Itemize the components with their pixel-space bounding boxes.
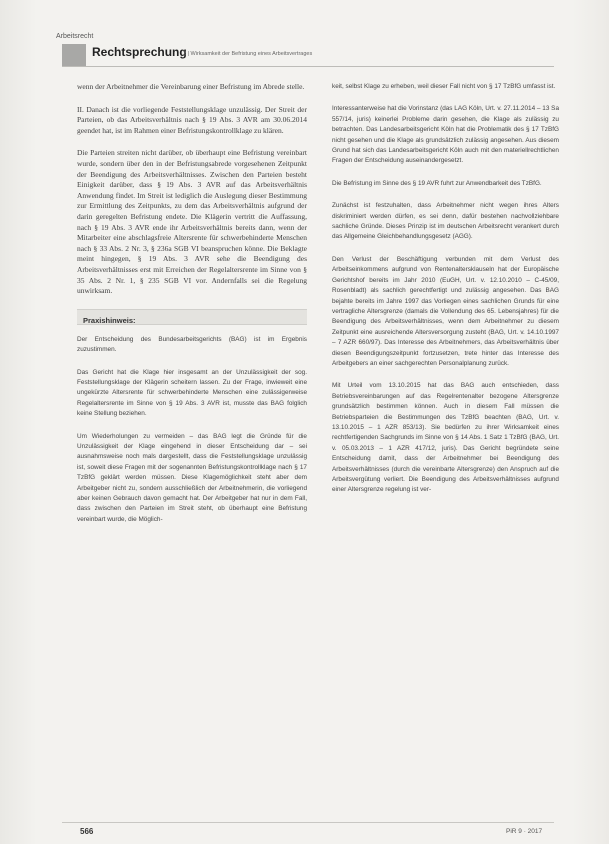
header-block-decoration: [62, 44, 86, 66]
page-number: 566: [80, 827, 94, 836]
practice-paragraph: Mit Urteil vom 13.10.2015 hat das BAG auch entschieden, dass Betriebsvereinbarungen auf das Regelrentenalter bezogene Altersgrenze grundsätzlich bestimmen können. Auch in diesem Fall müssen die Betriebsparteien die Bestimmungen des TzBfG beachten (BAG, Urt. v. 13.10.2015 – 1 AZR 853/13). Sie bedürfen zu ihrer Wirksamkeit eines rechtfertigenden Sachgrunds im Sinne von § 14 Abs. 1 Satz 1 TzBfG (BAG, Urt. v. 05.03.2013 – 1 AZR 417/12, juris). Das Gericht begründete seine Entscheidung damit, dass der Arbeitnehmer bei Beendigung des Arbeitsverhältnisses (durch die vereinbarte Altersgrenze) den Anspruch auf die Arbeitsvergütung verliert. Die Beendigung des Arbeitsverhältnisses aufgrund einer Altersgrenze regelung ist ver-: [332, 382, 559, 494]
practice-note-heading: Praxishinweis:: [83, 315, 136, 325]
practice-paragraph: keit, selbst Klage zu erheben, weil dieser Fall nicht von § 17 TzBfG umfasst ist.: [332, 83, 556, 90]
practice-paragraph: Zunächst ist festzuhalten, dass Arbeitnehmer nicht wegen ihres Alters diskriminiert werden dürfen, es sei denn, dafür bestehen nachvollziehbare sachliche Gründe. Dieses Prinzip ist im deutschen Arbeitsrecht verankert durch das Allgemeine Gleichbehandlungsgesetz (AGG).: [332, 202, 559, 241]
practice-paragraph: Den Verlust der Beschäftigung verbunden mit dem Verlust des Arbeitseinkommens aufgrund von Rentenaltersklauseln hat der Europäische Gerichtshof bereits im Jahr 2010 (EuGH, Urt. v. 12.10.2010 – C-45/09, Rosenbladt) als sachlich gerechtfertigt und zulässig angesehen. Das BAG bejahte bereits im Jahre 1997 das Vorliegen eines sachlichen Grunds für eine vertragliche Altersgrenze (damals die Vollendung des 65. Lebensjahres) für die Beendigung des Arbeitsverhältnisses, wenn dem Arbeitnehmer zu diesem Zeitpunkt eine ausreichende Altersversorgung zusteht (BAG, Urt. v. 14.10.1997 – 7 AZR 660/97). Das Interesse des Arbeitnehmers, das Arbeitsverhältnis über diesen Beendigungszeitpunkt fortzusetzen, trete hinter das Interesse des Arbeitgebers an einer sachgerechten Personalplanung zurück.: [332, 255, 559, 367]
page-title: Rechtsprechung: [92, 45, 187, 59]
header-divider: [62, 66, 554, 67]
practice-paragraph: Interessanterweise hat die Vorinstanz (das LAG Köln, Urt. v. 27.11.2014 – 13 Sa 557/14, juris) keinerlei Probleme darin gesehen, die Klage als zulässig zu betrachten. Das Landesarbeitsgericht Köln hat die Problematik des § 17 TzBfG nicht gesehen und die Klage als grundsätzlich zulässig angesehen. Aus diesem Grund hat sich das Landesarbeitsgericht Köln auch mit den materiellrechtlichen Fragen der Entscheidung auseinandergesetzt.: [332, 105, 559, 165]
section-tag: Arbeitsrecht: [56, 33, 94, 40]
body-paragraph: wenn der Arbeitnehmer die Vereinbarung einer Befristung im Abrede stelle.: [77, 82, 305, 91]
footer-divider: [62, 822, 554, 823]
practice-paragraph: Die Befristung im Sinne des § 19 AVR fuhrt zur Anwendbarkeit des TzBfG.: [332, 179, 542, 187]
practice-note-box: [77, 309, 307, 325]
body-paragraph: II. Danach ist die vorliegende Feststellungsklage unzulässig. Der Streit der Parteien, ob das Arbeitsverhältnis nach § 19 Abs. 3 AVR am 30.06.2014 geendet hat, ist im Rahmen einer Befristungskontrollklage zu klären.: [77, 104, 307, 135]
page-subtitle: 2 | Wirksamkeit der Befristung eines Arbeitsvertrages: [183, 51, 313, 57]
practice-paragraph: Der Entscheidung des Bundesarbeitsgerichts (BAG) ist im Ergebnis zuzustimmen.: [77, 335, 307, 354]
practice-paragraph: Das Gericht hat die Klage hier insgesamt an der Unzulässigkeit der sog. Feststellungsklage der Klägerin scheitern lassen. Zu der Frage, inwieweit eine ungekürzte Altersrente für schwerbehinderte Menschen eine zulässigerweise Regelaltersrente im Sinne von § 19 Abs. 3 AVR ist, musste das BAG folglich keine Stellung beziehen.: [77, 368, 307, 418]
right-column: [332, 82, 559, 508]
body-paragraph: Die Parteien streiten nicht darüber, ob überhaupt eine Befristung vereinbart wurde, sondern über den in der Befristungsabrede vorgesehenen Zeitpunkt der Beendigung des Arbeitsverhältnisses. Zwischen den Parteien besteht Einigkeit darüber, dass § 19 Abs. 3 AVR auf das Arbeitsverhältnis Anwendung findet. Im Streit ist lediglich die Auslegung dieser Bestimmung zur Ermittlung des Zeitpunkts, zu dem das Arbeitsverhältnis aufgrund der darin geregelten Befristung endete. Die Klägerin vertritt die Auffassung, nach § 19 Abs. 3 AVR ende ihr Arbeitsverhältnis bereits dann, wenn der Mitarbeiter eine abschlagsfreie Altersrente für schwerbehinderte Menschen nach § 33 Abs. 2 Nr. 3, § 236a SGB VI beanspruchen könne. Die Beklagte meint hingegen, § 19 Abs. 3 AVR sehe die Beendigung des Arbeitsverhältnisses erst mit Erreichen der Regelaltersrente im Sinne von § 35 Abs. 2 Nr. 1, § 235 SGB VI vor. Andernfalls sei die Regelung unwirksam.: [77, 148, 307, 296]
journal-issue: PiR 9 · 2017: [506, 828, 543, 835]
practice-paragraph: Um Wiederholungen zu vermeiden – das BAG legt die Gründe für die Unzulässigkeit der Klage eingehend in dieser Entscheidung dar – sei ausnahmsweise noch mals dargestellt, dass die Feststellungsklage unzulässig ist, soweit diese Fragen mit der sogenannten Befristungskontrollklage nach § 17 TzBfG geklärt werden müssen. Diese Klagemöglichkeit steht aber dem Arbeitgeber nicht zu, sondern ausschließlich der Arbeitnehmerin, die vorliegend aber keinen Gebrauch davon gemacht hat. Der Arbeitgeber hat nur in dem Fall, dass zwischen den Parteien im Streit steht, ob überhaupt eine Befristung vereinbart wurde, die Möglich-: [77, 432, 307, 523]
left-column: [77, 82, 307, 537]
